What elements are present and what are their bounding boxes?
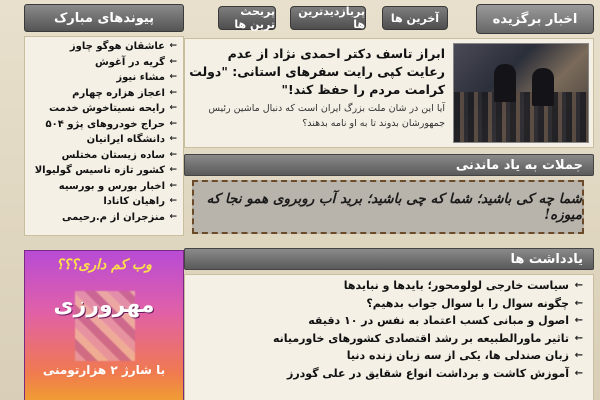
tab-most-viewed[interactable]: پربازدیدترین ها	[290, 6, 366, 30]
sidebar-link[interactable]: ← منزجران از م.رحیمی	[29, 210, 177, 226]
notes-list	[195, 277, 583, 382]
sidebar-link[interactable]: ← حراج خودروهای پژو ۵۰۴	[29, 117, 177, 133]
notes-section-heading: یادداشت ها	[184, 248, 594, 270]
sidebar-link[interactable]: ← دانشگاه ایرانیان	[29, 132, 177, 148]
featured-news-photo[interactable]	[453, 43, 589, 143]
tab-featured-news[interactable]: اخبار برگزیده	[476, 4, 594, 34]
quote-box	[192, 180, 584, 234]
tab-most-discussed[interactable]: پربحث ترین ها	[218, 6, 276, 30]
main-column	[184, 4, 594, 396]
note-link[interactable]: ← تاثیر ماورالطبیعه بر رشد اقتصادی کشورهای خاورمیانه	[195, 330, 583, 348]
sidebar-links-panel	[24, 36, 184, 236]
sidebar	[24, 4, 184, 396]
ad-top-text: وب کم داری؟؟؟	[56, 257, 152, 273]
note-link[interactable]: ← چگونه سوال را با سوال جواب بدهیم؟	[195, 295, 583, 313]
featured-news-title[interactable]: ابراز تاسف دکتر احمدی نژاد از عدم رعایت کپی رایت سفرهای استانی: "دولت کرامت مردم را حفظ کند!"	[189, 46, 445, 97]
featured-news-description: آیا این در شان ملت بزرگ ایران است که دنبال ماشین رئیس جمهورشان بدوند تا به او نامه بدهند؟	[208, 103, 445, 129]
sidebar-heading: پیوندهای مبارک	[24, 4, 184, 32]
sidebar-link[interactable]: ← ساده زیستان مختلس	[29, 148, 177, 164]
person-shape	[532, 68, 554, 106]
sidebar-link[interactable]: ← رایحه نسیتاخوش خدمت	[29, 101, 177, 117]
featured-news-card[interactable]	[184, 38, 594, 148]
sidebar-link[interactable]: ← گریه در آغوش	[29, 55, 177, 71]
sidebar-link[interactable]: ← راهیان کانادا	[29, 194, 177, 210]
sidebar-link[interactable]: ← اعجاز هزاره چهارم	[29, 86, 177, 102]
sidebar-link[interactable]: ← کشور تازه تاسیس گولیوالا	[29, 163, 177, 179]
crowd-shape	[454, 92, 588, 142]
sidebar-link[interactable]: ← مشاء نیوز	[29, 70, 177, 86]
advertisement-banner[interactable]	[24, 250, 184, 400]
note-link[interactable]: ← آموزش کاشت و برداشت انواع شقایق در علی گودرز	[195, 365, 583, 383]
person-shape	[494, 64, 516, 102]
note-link[interactable]: ← سیاست خارجی لولومحور؛ بایدها و نبایدها	[195, 277, 583, 295]
ad-bottom-text: با شارژ ۲ هزارتومنی	[42, 363, 166, 377]
ad-main-text: مهرورزی	[53, 293, 155, 318]
notes-list-panel	[184, 274, 594, 400]
note-link[interactable]: ← اصول و مبانی کسب اعتماد به نفس در ۱۰ دقیقه	[195, 312, 583, 330]
quote-text: شما چه کی باشید؛ شما که چی باشید؛ برید آب روبروی همو نجا که میوزه!	[206, 191, 582, 223]
note-link[interactable]: ← زبان صندلی ها، یکی از سه زبان زنده دنیا	[195, 347, 583, 365]
sidebar-link[interactable]: ← اخبار بورس و بورسیه	[29, 179, 177, 195]
news-tabs	[184, 4, 594, 34]
sidebar-link[interactable]: ← عاشقان هوگو چاوز	[29, 39, 177, 55]
tab-latest[interactable]: آخرین ها	[382, 6, 448, 30]
sidebar-links-list	[29, 39, 177, 225]
quotes-section-heading: جملات به یاد ماندنی	[184, 154, 594, 176]
